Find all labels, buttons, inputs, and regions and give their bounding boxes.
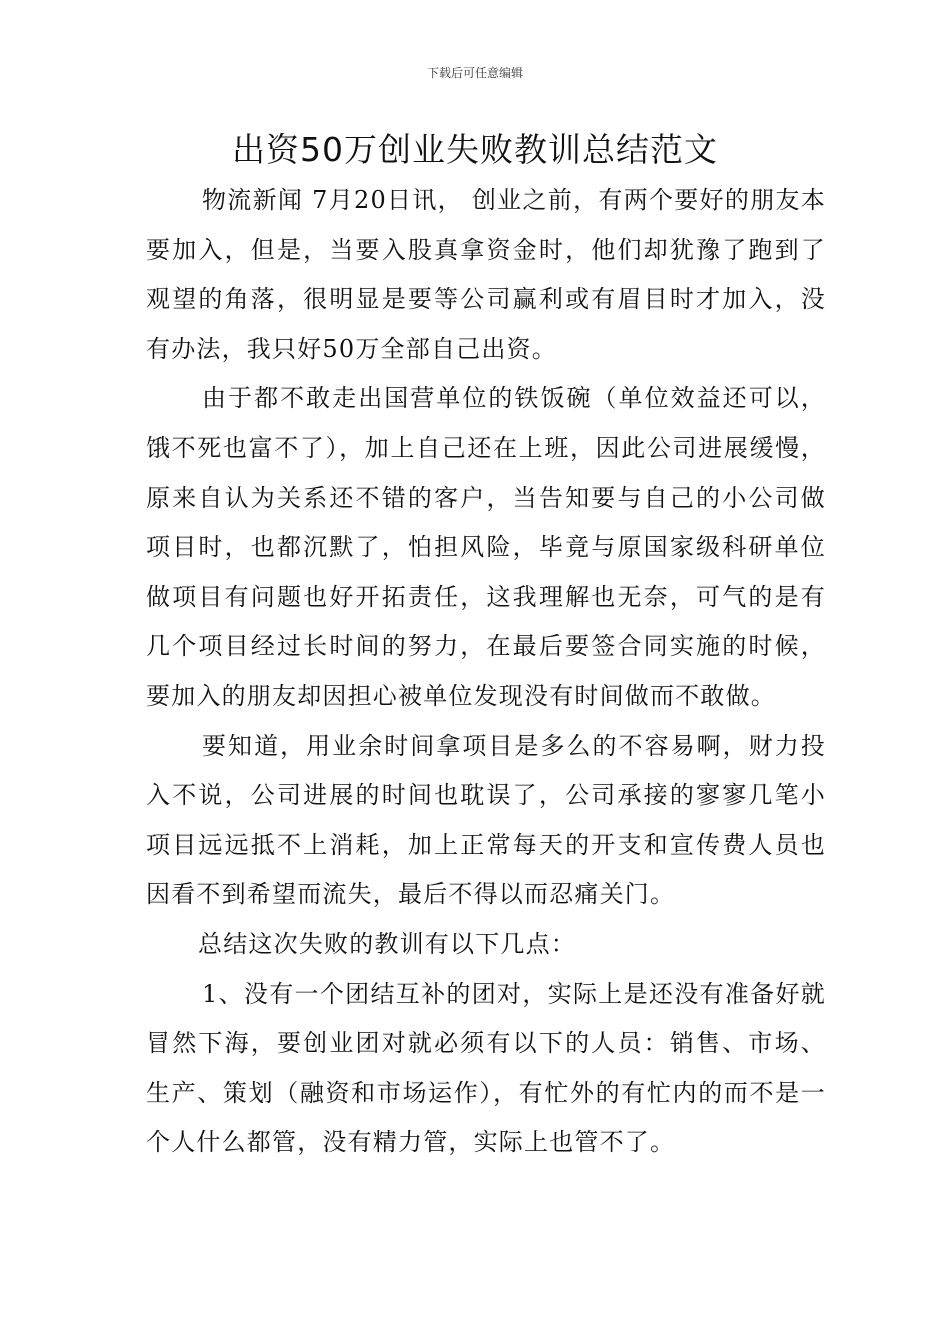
paragraph-background: 由于都不敢走出国营单位的铁饭碗（单位效益还可以，饿不死也富不了），加上自己还在上班，因此公司进展缓慢，原来自认为关系还不错的客户，当告知要与自己的小公司做项目时，也都沉默了，怕担风险，毕竟与原国家级科研单位做项目有问题也好开拓责任，这我理解也无奈，可气的是有几个项目经过长时间的努力，在最后要签合同实施的时候，要加入的朋友却因担心被单位发现没有时间做而不敢做。 <box>146 384 826 710</box>
paragraph-intro: 物流新闻 7月20日讯， 创业之前，有两个要好的朋友本要加入，但是，当要入股真拿资金时，他们却犹豫了跑到了观望的角落，很明显是要等公司赢利或有眉目时才加入，没有办法，我只好50万全部自己出资。 <box>146 186 826 363</box>
header-note: 下载后可任意编辑 <box>426 66 523 80</box>
paragraph-summary-heading: 总结这次失败的教训有以下几点： <box>198 929 576 958</box>
paragraph-lesson-1: 1、没有一个团结互补的团对，实际上是还没有准备好就冒然下海，要创业团对就必须有以下的人员：销售、市场、生产、策划（融资和市场运作），有忙外的有忙内的而不是一个人什么都管，没有精力管，实际上也管不了。 <box>146 979 826 1157</box>
document-title: 出资50万创业失败教训总结范文 <box>232 130 718 169</box>
paragraph-consequence: 要知道，用业余时间拿项目是多么的不容易啊，财力投入不说，公司进展的时间也耽误了，公司承接的寥寥几笔小项目远远抵不上消耗，加上正常每天的开支和宣传费人员也因看不到希望而流失，最后不得以而忍痛关门。 <box>146 731 826 909</box>
document-body <box>146 176 826 1168</box>
